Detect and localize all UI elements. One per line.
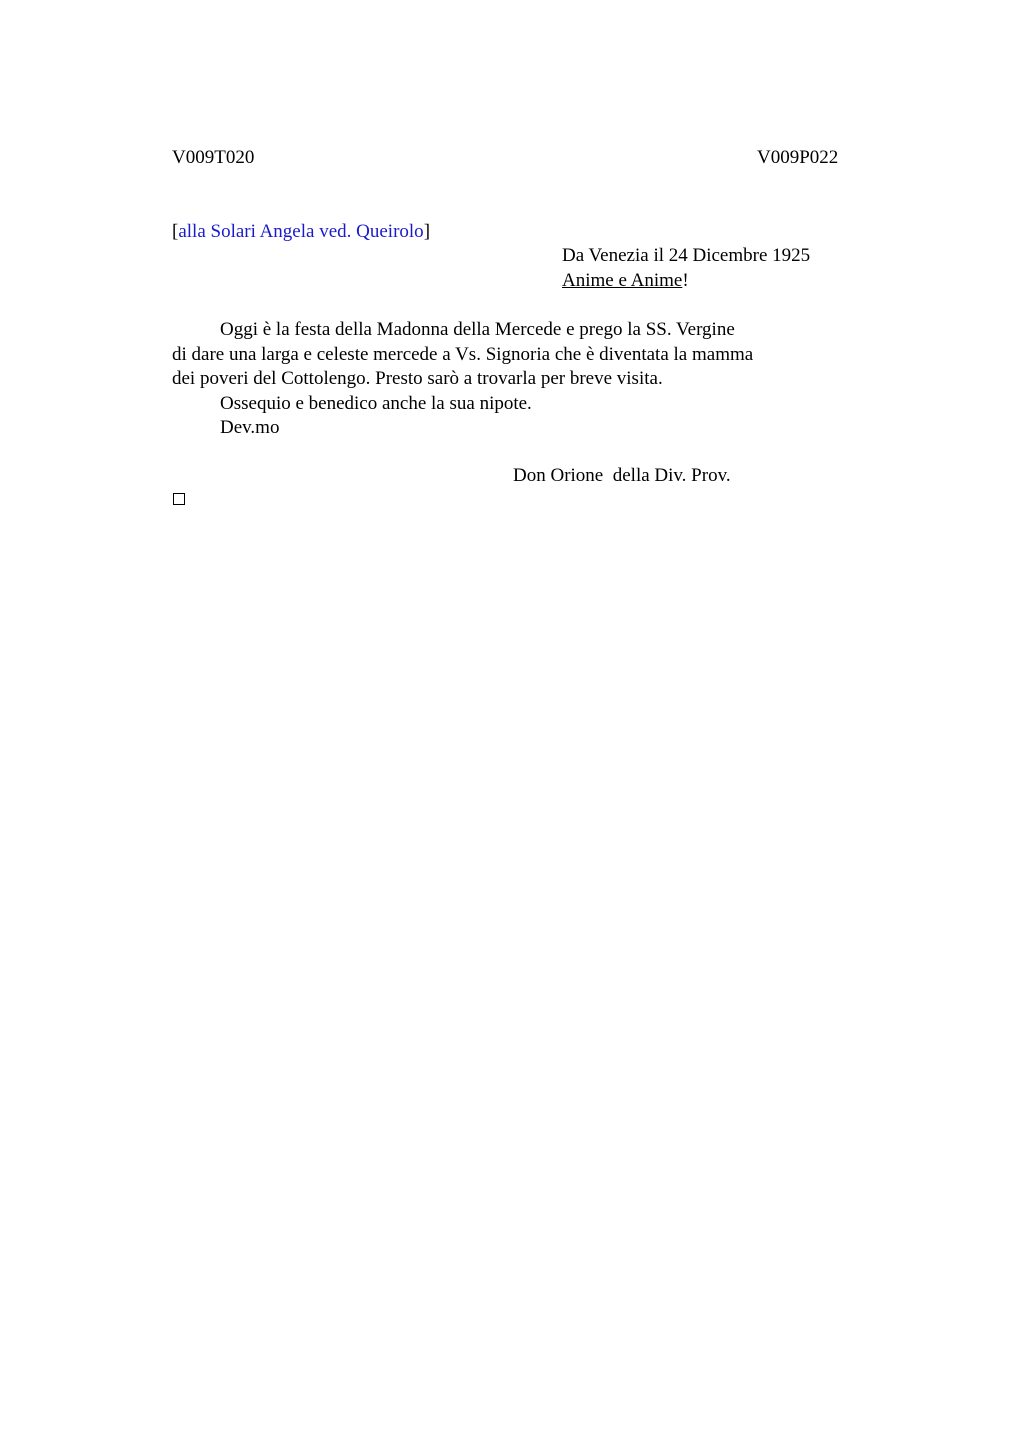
motto [562,269,689,293]
recipient-name: alla Solari Angela ved. Queirolo [178,221,424,242]
letter-body [172,318,832,441]
motto-text: Anime e Anime [562,270,683,291]
signature: Don Orione della Div. Prov. [513,465,731,486]
body-line-3: dei poveri del Cottolengo. Presto sarò a trovarla per breve visita. [172,368,663,389]
body-line-5: Dev.mo [220,417,280,438]
recipient-open-bracket: [ [172,221,179,242]
place-date: Da Venezia il 24 Dicembre 1925 [562,245,811,266]
body-line-2: di dare una larga e celeste mercede a Vs. Signoria che è diventata la mamma [172,343,754,365]
square-outline-icon [173,493,185,505]
body-line-4: Ossequio e benedico anche la sua nipote. [220,392,532,414]
document-code-right: V009P022 [757,147,839,168]
document-code-left: V009T020 [172,147,255,168]
motto-punct: ! [682,270,689,291]
recipient-close-bracket: ] [423,221,431,242]
recipient-line [172,220,430,244]
body-line-1: Oggi è la festa della Madonna della Mercede e prego la SS. Vergine [220,319,735,340]
